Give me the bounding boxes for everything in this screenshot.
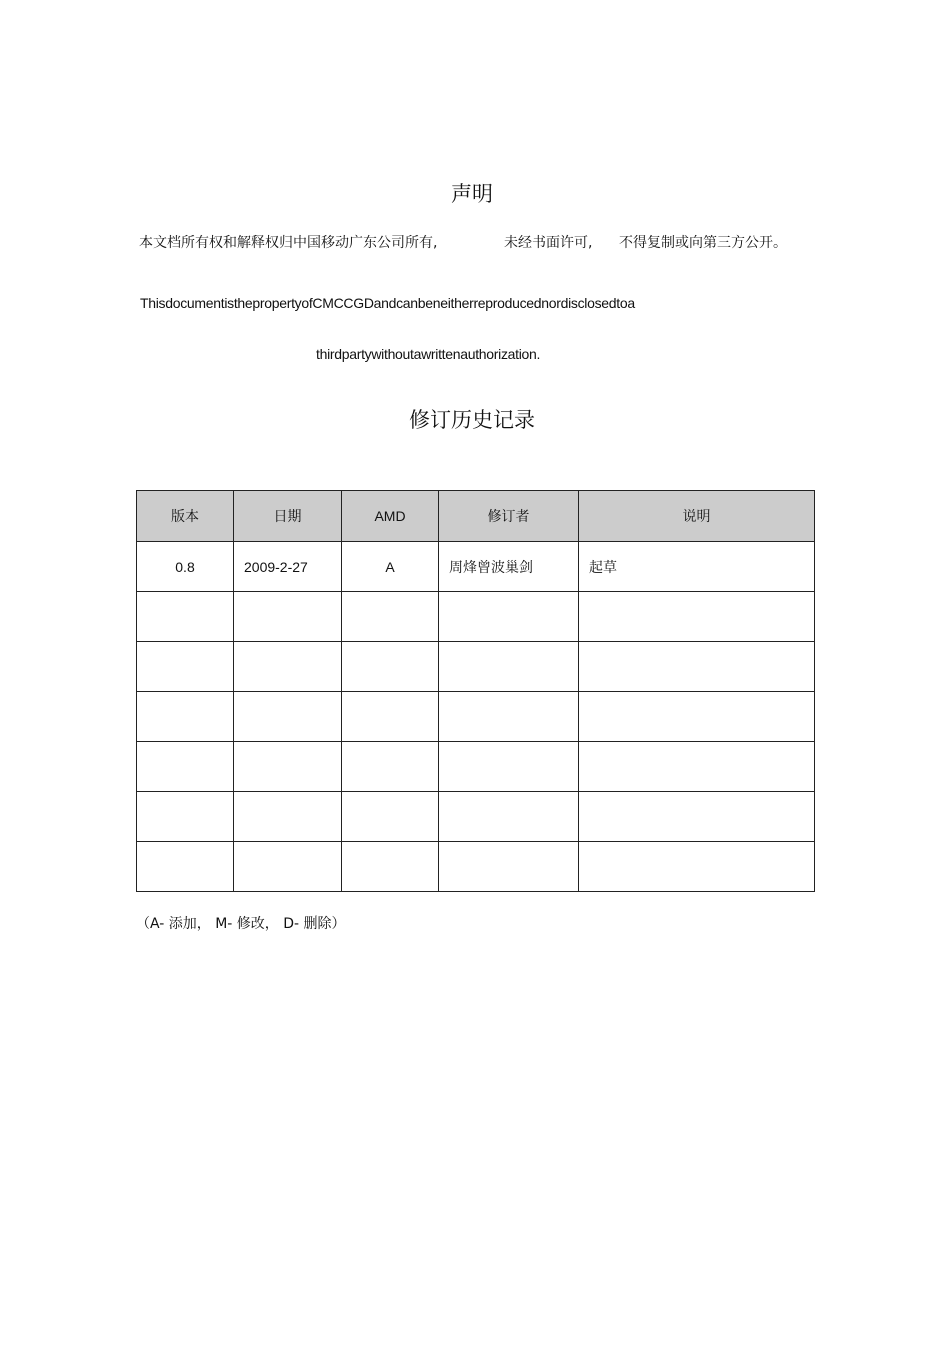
revision-history-table [136, 490, 815, 892]
cell-version [137, 642, 234, 692]
cell-amd [342, 742, 439, 792]
header-version: 版本 [137, 491, 234, 542]
table-row [137, 592, 815, 642]
cell-date [234, 592, 342, 642]
cell-amd [342, 792, 439, 842]
header-description: 说明 [579, 491, 815, 542]
cell-reviser [439, 742, 579, 792]
cell-amd: A [342, 542, 439, 592]
cell-amd [342, 842, 439, 892]
declaration-cn-part1: 本文档所有权和解释权归中国移动广东公司所有, [139, 235, 438, 251]
declaration-title: 声明 [451, 182, 493, 206]
cell-date [234, 742, 342, 792]
cell-version [137, 592, 234, 642]
cell-reviser [439, 792, 579, 842]
declaration-en-line1: ThisdocumentisthepropertyofCMCCGDandcanbeneitherreproducednordisclosedtoa [140, 295, 635, 311]
header-date: 日期 [234, 491, 342, 542]
cell-description [579, 842, 815, 892]
cell-date [234, 842, 342, 892]
cell-amd [342, 592, 439, 642]
cell-description [579, 792, 815, 842]
header-amd: AMD [342, 491, 439, 542]
declaration-en-line2: thirdpartywithoutawrittenauthorization. [316, 346, 541, 362]
cell-description [579, 742, 815, 792]
table-row [137, 642, 815, 692]
declaration-cn-part2: 未经书面许可, [504, 235, 593, 251]
table-row [137, 842, 815, 892]
cell-description [579, 692, 815, 742]
cell-version [137, 792, 234, 842]
cell-description [579, 592, 815, 642]
cell-amd [342, 642, 439, 692]
table-row [137, 542, 815, 592]
cell-version [137, 742, 234, 792]
declaration-cn-part3: 不得复制或向第三方公开。 [619, 235, 787, 251]
table-row [137, 792, 815, 842]
table-header-row [137, 491, 815, 542]
cell-date [234, 792, 342, 842]
revision-history-title: 修订历史记录 [409, 408, 535, 432]
amd-legend: （A- 添加， M- 修改， D- 删除） [136, 916, 346, 932]
cell-description [579, 642, 815, 692]
cell-reviser [439, 642, 579, 692]
table-row [137, 692, 815, 742]
cell-date: 2009-2-27 [234, 542, 342, 592]
cell-amd [342, 692, 439, 742]
cell-date [234, 642, 342, 692]
cell-reviser [439, 842, 579, 892]
cell-version [137, 842, 234, 892]
cell-reviser: 周烽曾波巢剑 [439, 542, 579, 592]
header-reviser: 修订者 [439, 491, 579, 542]
cell-version: 0.8 [137, 542, 234, 592]
cell-reviser [439, 592, 579, 642]
cell-version [137, 692, 234, 742]
cell-date [234, 692, 342, 742]
cell-reviser [439, 692, 579, 742]
table-row [137, 742, 815, 792]
cell-description: 起草 [579, 542, 815, 592]
